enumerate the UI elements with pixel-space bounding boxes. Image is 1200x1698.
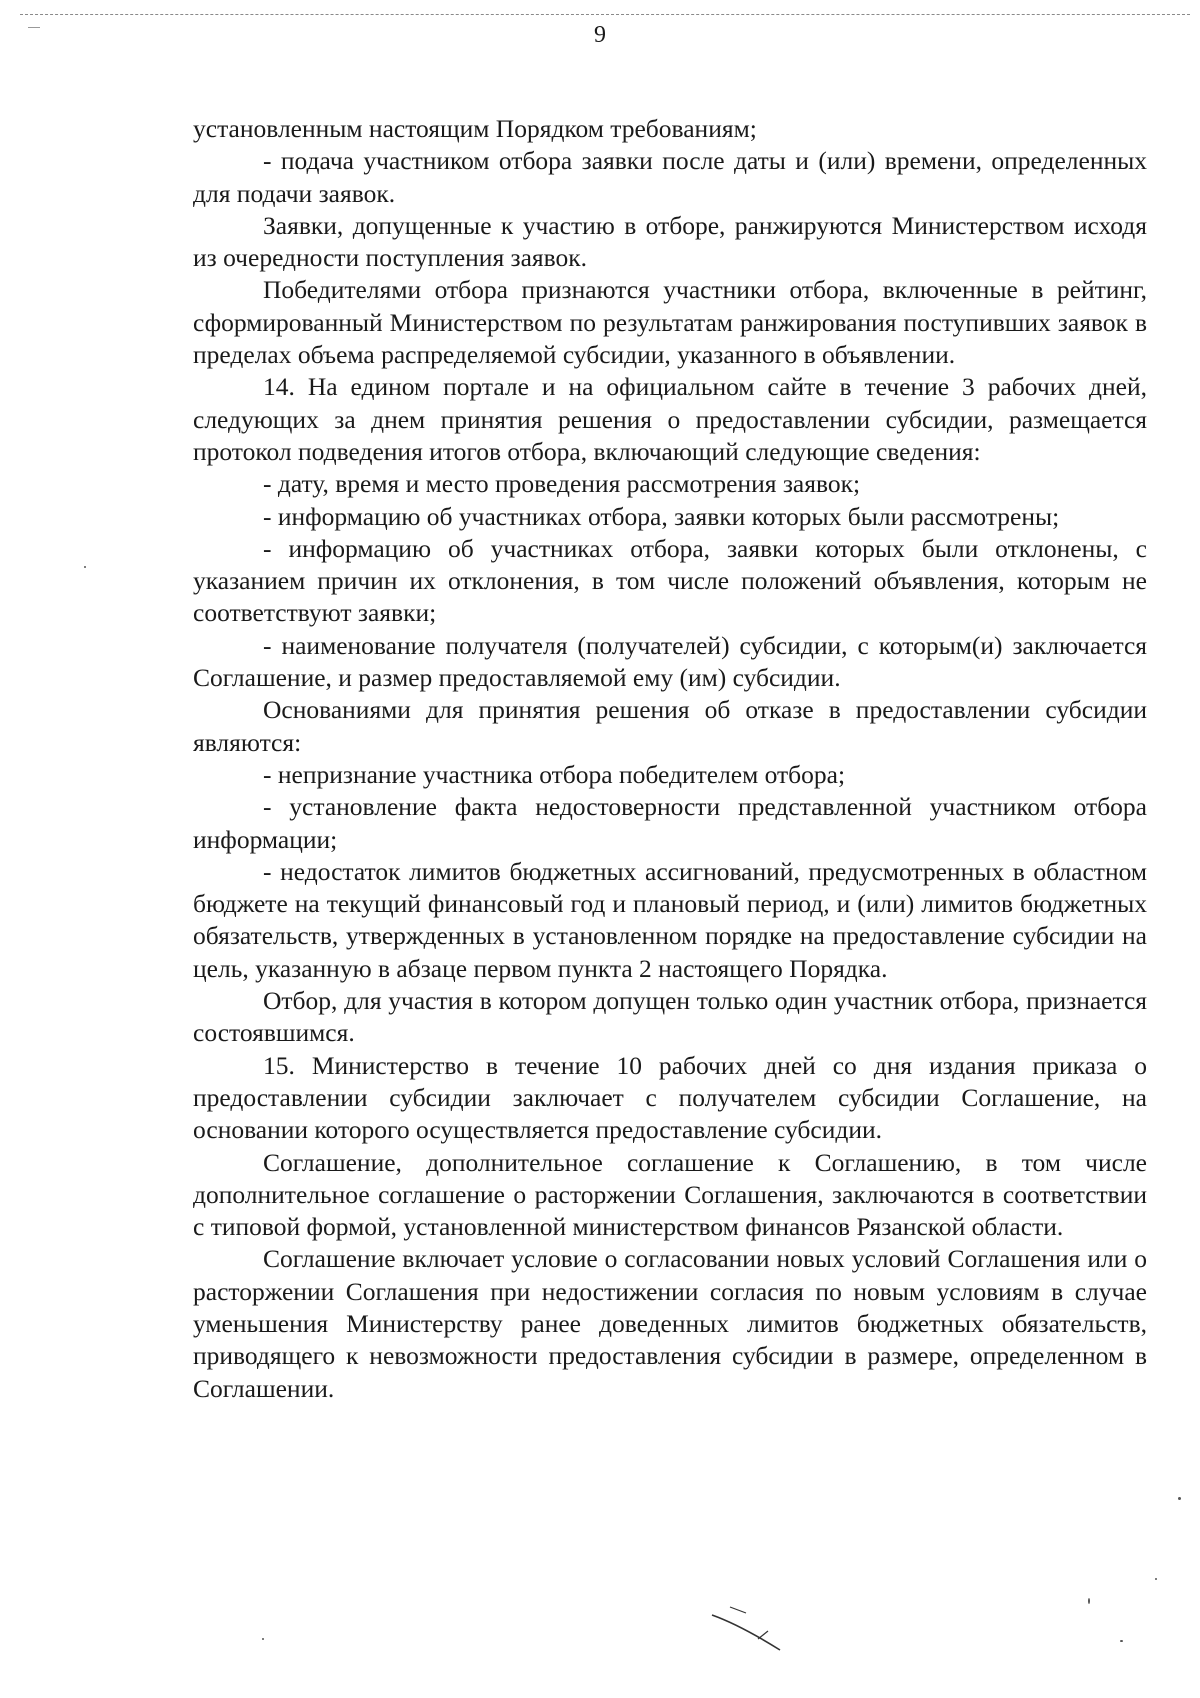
paragraph: Соглашение включает условие о согласовании новых условий Соглашения или о расторжении Соглашения при недостижении согласия по новым условиям в случае уменьшения Министерству ранее доведенных лимитов бюджетных обязательств, приводящего к невозможности предоставления субсидии в размере, определенном в Соглашении. [193, 1244, 1147, 1403]
paragraph-list-item: - наименование получателя (получателей) субсидии, с которым(и) заключается Соглашение, и размер предоставляемой ему (им) субсидии. [193, 630, 1147, 693]
scan-speck [1088, 1598, 1090, 1604]
paragraph-list-item: - дату, время и место проведения рассмотрения заявок; [263, 469, 861, 499]
handwritten-mark [700, 1595, 810, 1665]
scan-speck [1120, 1640, 1123, 1642]
paragraph-list-item: - информацию об участниках отбора, заявки которых были рассмотрены; [263, 501, 1060, 531]
scan-speck [84, 566, 86, 568]
paragraph-list-item: - непризнание участника отбора победителем отбора; [263, 759, 846, 789]
paragraph-list-item: - подача участником отбора заявки после даты и (или) времени, определенных для подачи заявок. [193, 146, 1147, 208]
paragraph: Соглашение, дополнительное соглашение к Соглашению, в том числе дополнительное соглашение о расторжении Соглашения, заключаются в соответствии с типовой формой, установленной министерством финансов Рязанской области. [193, 1147, 1147, 1242]
scan-edge-line [20, 14, 1190, 15]
document-body [193, 113, 1147, 1405]
paragraph-section-14: 14. На едином портале и на официальном сайте в течение 3 рабочих дней, следующих за днем принятия решения о предоставлении субсидии, размещается протокол подведения итогов отбора, включающий следующие сведения: [193, 372, 1147, 466]
scan-speck [1178, 1497, 1181, 1500]
paragraph: Заявки, допущенные к участию в отборе, ранжируются Министерством исходя из очередности поступления заявок. [193, 210, 1147, 273]
paragraph-list-item: - установление факта недостоверности представленной участником отбора информации; [193, 792, 1147, 854]
paragraph: Основаниями для принятия решения об отказе в предоставлении субсидии являются: [193, 695, 1147, 757]
scan-speck [1155, 1578, 1157, 1580]
paragraph: Победителями отбора признаются участники отбора, включенные в рейтинг, сформированный Министерством по результатам ранжирования поступивших заявок в пределах объема распределяемой субсидии, указанного в объявлении. [193, 275, 1147, 370]
scan-speck [262, 1638, 264, 1640]
paragraph-continuation: установленным настоящим Порядком требованиям; [193, 114, 757, 143]
paragraph: Отбор, для участия в котором допущен только один участник отбора, признается состоявшимся. [193, 986, 1147, 1048]
paragraph-list-item: - информацию об участниках отбора, заявки которых были отклонены, с указанием причин их отклонения, в том числе положений объявления, которым не соответствуют заявки; [193, 533, 1147, 628]
paragraph-list-item: - недостаток лимитов бюджетных ассигнований, предусмотренных в областном бюджете на текущий финансовый год и плановый период, и (или) лимитов бюджетных обязательств, утвержденных в установленном порядке на предоставление субсидии на цель, указанную в абзаце первом пункта 2 настоящего Порядка. [193, 856, 1147, 983]
paragraph-section-15: 15. Министерство в течение 10 рабочих дней со дня издания приказа о предоставлении субсидии заключает с получателем субсидии Соглашение, на основании которого осуществляется предоставление субсидии. [193, 1050, 1147, 1145]
page-number: 9 [594, 22, 606, 48]
